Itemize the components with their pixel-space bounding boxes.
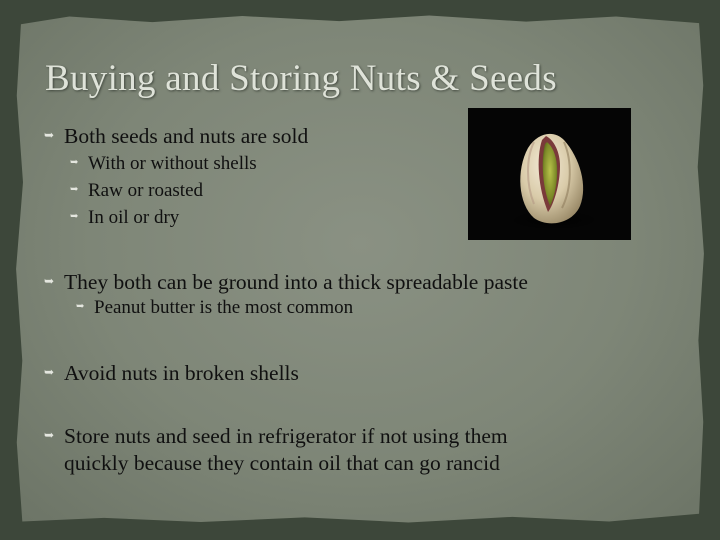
- bullet-text: With or without shells: [88, 153, 257, 174]
- bullet-text: Both seeds and nuts are sold: [64, 124, 309, 148]
- bullet-arrow-icon: ➥: [44, 128, 55, 142]
- sub-bullet-item: [70, 179, 203, 203]
- bullet-text: Raw or roasted: [88, 180, 204, 201]
- bullet-item: [44, 123, 308, 149]
- sub-bullet-item: [76, 296, 353, 320]
- pistachio-photo: [468, 108, 631, 240]
- bullet-item: [44, 269, 528, 295]
- bullet-item: [44, 360, 299, 386]
- bullet-text: In oil or dry: [88, 207, 180, 228]
- bullet-arrow-icon: ➥: [44, 365, 55, 379]
- bullet-continuation: [64, 450, 500, 476]
- bullet-item: [44, 423, 508, 449]
- bullet-arrow-icon: ➥: [70, 157, 79, 168]
- bullet-arrow-icon: ➥: [70, 184, 79, 195]
- bullet-arrow-icon: ➥: [70, 211, 79, 222]
- bullet-text: They both can be ground into a thick spreadable paste: [64, 270, 528, 294]
- bullet-text: quickly because they contain oil that can go rancid: [64, 451, 500, 475]
- bullet-arrow-icon: ➥: [44, 274, 55, 288]
- bullet-text: Store nuts and seed in refrigerator if not using them: [64, 424, 508, 448]
- bullet-text: Peanut butter is the most common: [94, 297, 354, 318]
- pistachio-icon: [468, 108, 631, 240]
- bullet-text: Avoid nuts in broken shells: [64, 361, 299, 385]
- sub-bullet-item: [70, 152, 257, 176]
- bullet-arrow-icon: ➥: [76, 301, 85, 312]
- bullet-arrow-icon: ➥: [44, 428, 55, 442]
- slide-title: Buying and Storing Nuts & Seeds: [45, 58, 557, 99]
- sub-bullet-item: [70, 206, 179, 230]
